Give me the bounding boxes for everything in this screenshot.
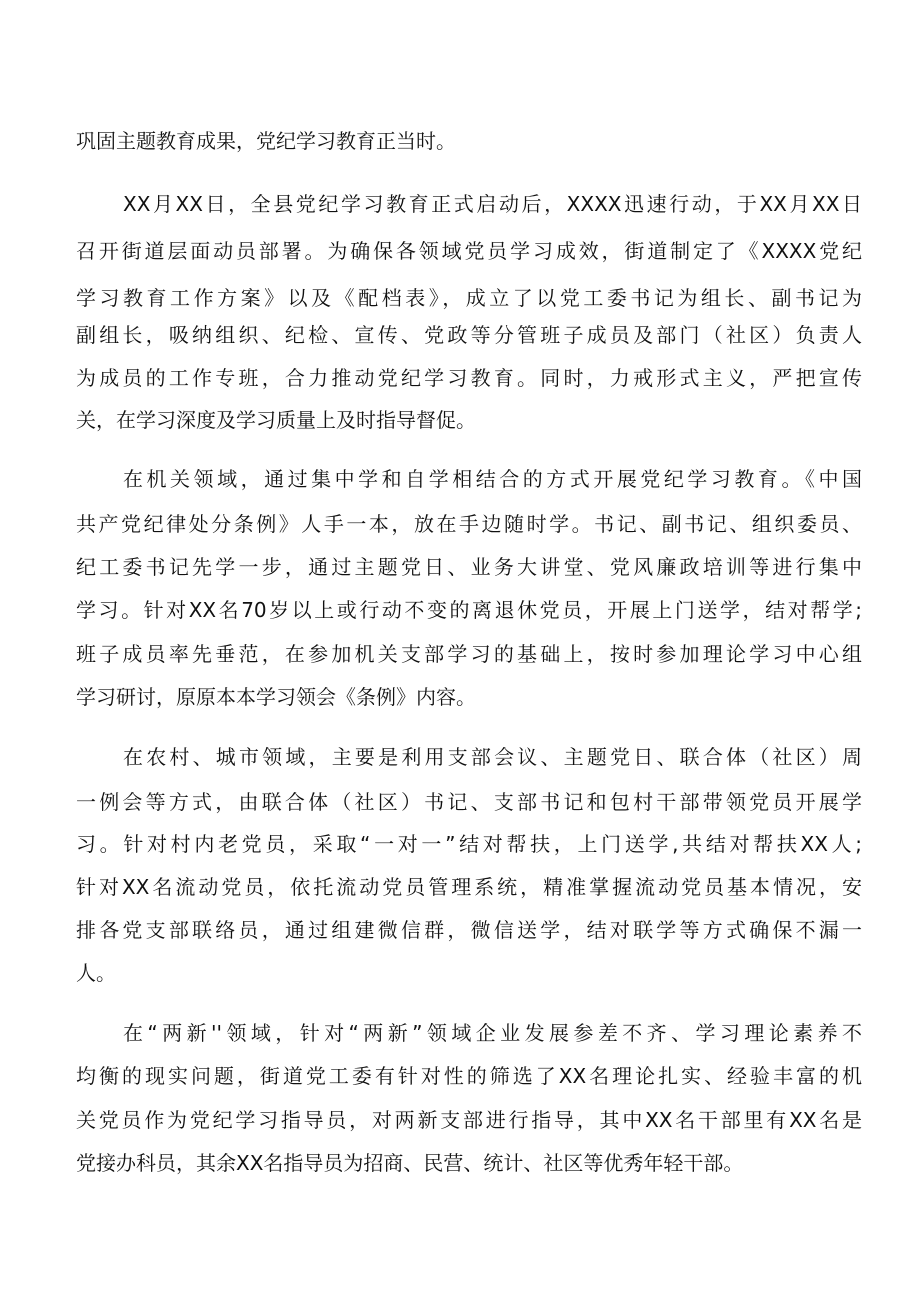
text-line: 一例会等方式，由联合体（社区）书记、支部书记和包村干部带领党员开展学: [76, 790, 862, 814]
text-line: 班子成员率先垂范，在参加机关支部学习的基础上，按时参加理论学习中心组: [76, 642, 862, 666]
text-line: 关党员作为党纪学习指导员，对两新支部进行指导，其中XX名干部里有XX名是: [76, 1108, 862, 1132]
text-line: 针对XX名流动党员，依托流动党员管理系统，精准掌握流动党员基本情况，安: [76, 875, 862, 899]
text-line: 在农村、城市领域，主要是利用支部会议、主题党日、联合体（社区）周: [123, 745, 862, 769]
text-line: 召开街道层面动员部署。为确保各领域党员学习成效，街道制定了《XXXX党纪: [76, 239, 862, 263]
text-line: 学习教育工作方案》以及《配档表》，成立了以党工委书记为组长、副书记为: [76, 286, 862, 310]
text-line: 学习研讨，原原本本学习领会《条例》内容。: [76, 685, 476, 709]
text-line: 副组长，吸纳组织、纪检、宣传、党政等分管班子成员及部门（社区）负责人: [76, 323, 862, 347]
text-line: 学习。针对XX名70岁以上或行动不变的离退休党员，开展上门送学，结对帮学;: [76, 598, 862, 622]
text-line: 纪工委书记先学一步，通过主题党日、业务大讲堂、党风廉政培训等进行集中: [76, 555, 862, 579]
text-line: 在机关领域，通过集中学和自学相结合的方式开展党纪学习教育。《中国: [123, 467, 862, 491]
text-line: 在“两新''领域，针对“两新”领域企业发展参差不齐、学习理论素养不: [123, 1021, 862, 1045]
text-line: 党接办科员，其余XX名指导员为招商、民营、统计、社区等优秀年轻干部。: [76, 1151, 744, 1175]
text-line: 排各党支部联络员，通过组建微信群，微信送学，结对联学等方式确保不漏一: [76, 918, 862, 942]
text-line: 均衡的现实问题，街道党工委有针对性的筛选了XX名理论扎实、经验丰富的机: [76, 1064, 862, 1088]
text-line: 巩固主题教育成果，党纪学习教育正当时。: [76, 129, 456, 153]
text-line: 习。针对村内老党员，采取“一对一”结对帮扶，上门送学,共结对帮扶XX人;: [76, 832, 862, 856]
text-line: 人。: [76, 961, 116, 985]
text-line: XX月XX日，全县党纪学习教育正式启动后，XXXX迅速行动，于XX月XX日: [123, 192, 862, 216]
text-line: 共产党纪律处分条例》人手一本，放在手边随时学。书记、副书记、组织委员、: [76, 512, 862, 536]
text-line: 为成员的工作专班，合力推动党纪学习教育。同时，力戒形式主义，严把宣传: [76, 366, 862, 390]
text-line: 关，在学习深度及学习质量上及时指导督促。: [76, 408, 476, 432]
